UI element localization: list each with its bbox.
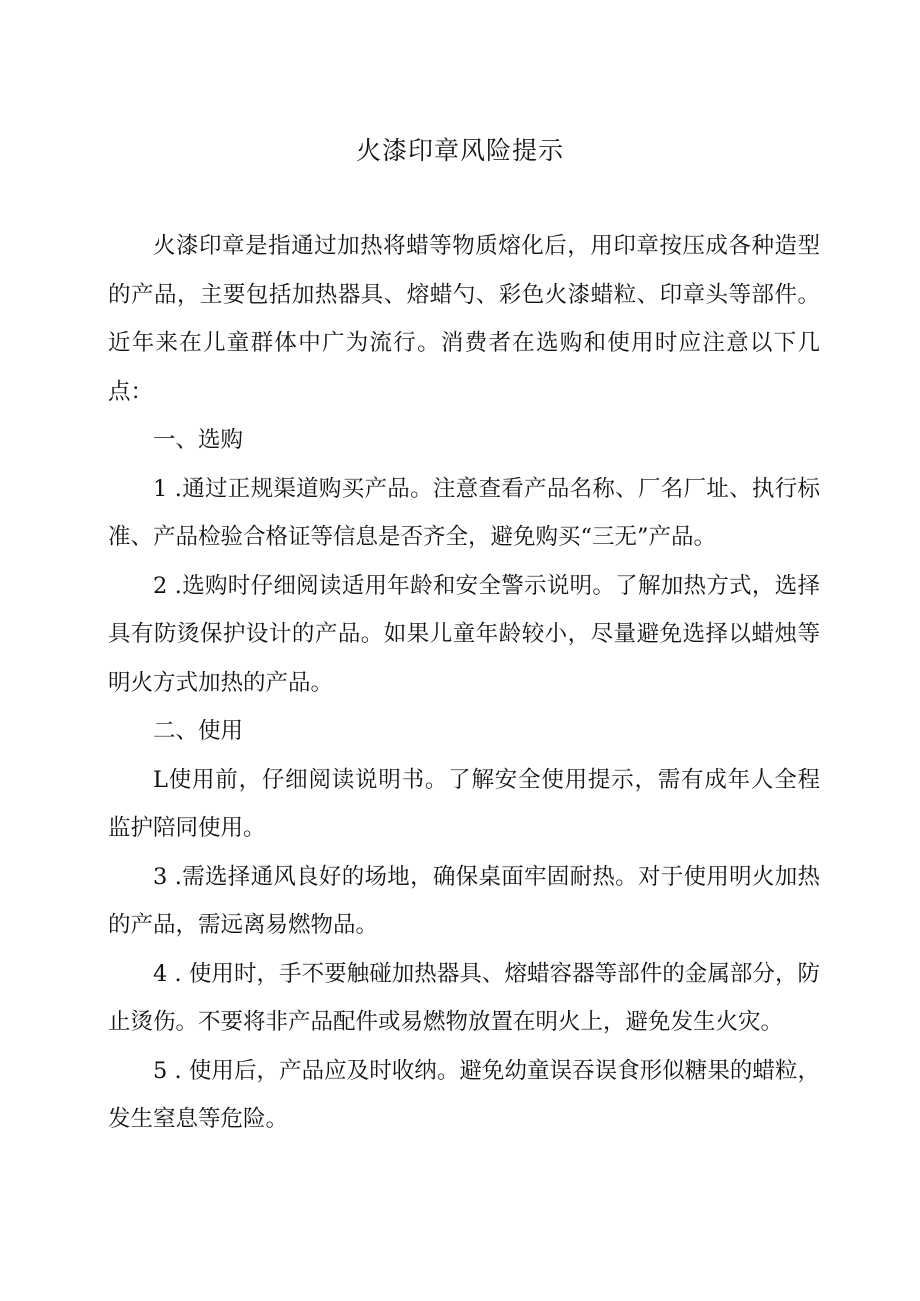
use-item-5: 5 . 使用后，产品应及时收纳。避免幼童误吞误食形似糖果的蜡粒，发生窒息等危险。 <box>108 1057 820 1132</box>
document-body <box>108 222 820 1144</box>
intro-paragraph: 火漆印章是指通过加热将蜡等物质熔化后，用印章按压成各种造型的产品，主要包括加热器具、熔蜡勺、彩色火漆蜡粒、印章头等部件。近年来在儿童群体中广为流行。消费者在选购和使用时应注意以下几点： <box>108 233 820 405</box>
use-item-1: L使用前，仔细阅读说明书。了解安全使用提示，需有成年人全程监护陪同使用。 <box>108 766 820 841</box>
purchase-item-1: 1 .通过正规渠道购买产品。注意查看产品名称、厂名厂址、执行标准、产品检验合格证等信息是否齐全，避免购买“三无”产品。 <box>108 475 820 550</box>
use-item-4: 4 . 使用时，手不要触碰加热器具、熔蜡容器等部件的金属部分，防止烫伤。不要将非产品配件或易燃物放置在明火上，避免发生火灾。 <box>108 960 820 1035</box>
document-title: 火漆印章风险提示 <box>355 136 564 165</box>
section-heading-use: 二、使用 <box>153 718 244 744</box>
section-heading-purchase: 一、选购 <box>153 427 244 453</box>
purchase-item-2: 2 .选购时仔细阅读适用年龄和安全警示说明。了解加热方式，选择具有防烫保护设计的产品。如果儿童年龄较小，尽量避免选择以蜡烛等明火方式加热的产品。 <box>108 572 820 696</box>
use-item-3: 3 .需选择通风良好的场地，确保桌面牢固耐热。对于使用明火加热的产品，需远离易燃物品。 <box>108 863 820 938</box>
